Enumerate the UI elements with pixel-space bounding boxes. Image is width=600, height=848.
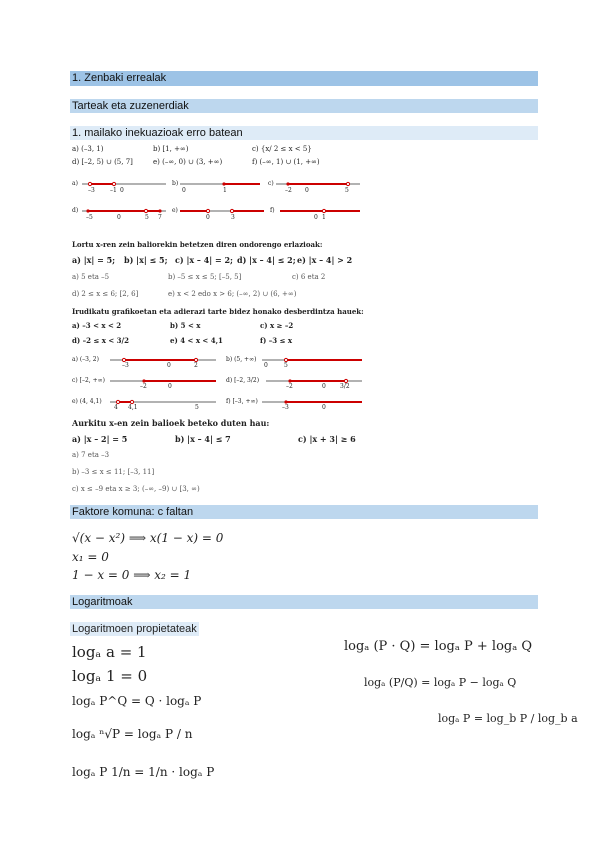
log-rule-5: logₐ P 1/n = 1/n · logₐ P	[72, 765, 215, 779]
ex3-answer-c: c) [–2, +∞)	[72, 377, 105, 384]
ex2-answer-a: a) 5 eta –5	[72, 273, 110, 281]
ex3-item-e: e) 4 < x < 4,1	[170, 336, 223, 345]
ex1-line-label-c: c)	[268, 180, 274, 187]
ex4-title: Aurkitu x-en zein balioek beteko duten hau:	[72, 418, 270, 428]
ex3-numberline-f	[262, 397, 362, 413]
heading-logaritmoen-propietateak: Logaritmoen propietateak	[72, 623, 197, 635]
log-rule-product: logₐ (P · Q) = logₐ P + logₐ Q	[344, 639, 533, 654]
ex1-item-f: f) (–∞, 1) ∪ (1, +∞)	[252, 158, 320, 166]
heading-tarteak: Tarteak eta zuzenerdiak	[70, 99, 538, 113]
ex3-b-tick-1: 0	[264, 362, 268, 369]
log-rule-3: logₐ P^Q = Q · logₐ P	[72, 694, 202, 708]
ex3-answer-f: f) [–3, +∞)	[226, 398, 258, 405]
ex3-answer-a: a) (–3, 2)	[72, 356, 99, 363]
ex1-e-tick-2: 3	[231, 214, 235, 221]
heading-zenbaki-errealak: 1. Zenbaki errealak	[70, 71, 538, 86]
ex3-numberline-c	[110, 376, 216, 392]
ex3-d-tick-1: –2	[286, 383, 293, 390]
heading-faktore-komuna: Faktore komuna: c faltan	[70, 505, 538, 519]
ex1-numberline-e	[180, 205, 264, 223]
ex1-line-label-b: b)	[172, 180, 179, 187]
ex2-title: Lortu x-ren zein baliorekin betetzen diren ondorengo erlazioak:	[72, 240, 323, 249]
log-rule-4: logₐ ⁿ√P = logₐ P / n	[72, 727, 193, 741]
ex1-numberline-b	[180, 178, 260, 196]
ex3-item-a: a) –3 < x < 2	[72, 321, 122, 330]
ex1-line-label-d: d)	[72, 207, 79, 214]
ex3-item-d: d) –2 ≤ x < 3/2	[72, 336, 129, 345]
ex4-item-c: c) |x + 3| ≥ 6	[298, 434, 356, 444]
ex2-item-d: d) |x – 4| ≤ 2;	[237, 255, 296, 265]
ex3-f-tick-1: –3	[282, 404, 289, 411]
ex2-item-a: a) |x| = 5;	[72, 255, 116, 265]
ex1-a-tick-3: 0	[120, 187, 124, 194]
ex3-item-c: c) x ≥ –2	[260, 321, 294, 330]
ex1-item-d: d) [–2, 5) ∪ (5, 7]	[72, 158, 133, 166]
ex3-e-tick-1: 4	[114, 404, 118, 411]
log-rule-1: logₐ a = 1	[72, 643, 147, 661]
ex1-d-tick-2: 0	[117, 214, 121, 221]
ex2-item-b: b) |x| ≤ 5;	[124, 255, 168, 265]
ex1-line-label-e: e)	[172, 207, 178, 214]
ex1-item-c: c) {x/ 2 ≤ x < 5}	[252, 145, 312, 153]
ex1-c-tick-1: –2	[285, 187, 292, 194]
ex4-answer-a: a) 7 eta –3	[72, 451, 110, 459]
log-rule-2: logₐ 1 = 0	[72, 667, 148, 685]
ex2-item-e: e) |x – 4| > 2	[297, 255, 353, 265]
faktore-line-3: 1 − x = 0 ⟹ x₂ = 1	[72, 568, 192, 582]
ex1-f-tick-2: 1	[322, 214, 326, 221]
ex3-f-tick-2: 0	[322, 404, 326, 411]
ex1-b-tick-2: 1	[223, 187, 227, 194]
ex3-a-tick-3: 2	[194, 362, 198, 369]
ex1-b-tick-1: 0	[182, 187, 186, 194]
heading-mailako-inekuazioak: 1. mailako inekuazioak erro batean	[70, 126, 538, 140]
ex1-item-e: e) (–∞, 0) ∪ (3, +∞)	[153, 158, 223, 166]
ex3-answer-d: d) [–2, 3/2)	[226, 377, 260, 384]
ex3-item-f: f) –3 ≤ x	[260, 336, 293, 345]
ex1-line-label-f: f)	[270, 207, 275, 214]
ex2-answer-c: c) 6 eta 2	[292, 273, 326, 281]
ex1-item-b: b) [1, +∞)	[153, 145, 189, 153]
ex3-a-tick-2: 0	[167, 362, 171, 369]
faktore-line-1: √(x − x²) ⟹ x(1 − x) = 0	[72, 531, 224, 545]
ex1-a-tick-1: –3	[88, 187, 95, 194]
ex1-a-tick-2: –1	[110, 187, 117, 194]
ex4-answer-b: b) –3 ≤ x ≤ 11; [–3, 11]	[72, 468, 155, 476]
ex3-answer-e: e) (4, 4,1)	[72, 398, 102, 405]
ex1-f-tick-1: 0	[314, 214, 318, 221]
ex2-answer-e: e) x < 2 edo x > 6; (–∞, 2) ∪ (6, +∞)	[168, 290, 297, 298]
ex1-c-tick-3: 5	[345, 187, 349, 194]
ex4-item-a: a) |x – 2| = 5	[72, 434, 128, 444]
ex1-line-label-a: a)	[72, 180, 78, 187]
ex4-answer-c: c) x ≤ –9 eta x ≥ 3; (–∞, –9) ∪ [3, ∞)	[72, 485, 200, 493]
ex1-numberline-f	[280, 205, 360, 223]
ex3-b-tick-2: 5	[284, 362, 288, 369]
log-rule-change-base: logₐ P = log_b P / log_b a	[438, 712, 578, 725]
ex3-c-tick-2: 0	[168, 383, 172, 390]
log-rule-quotient: logₐ (P/Q) = logₐ P − logₐ Q	[364, 676, 517, 689]
ex3-d-tick-3: 3/2	[340, 383, 350, 390]
ex2-item-c: c) |x – 4| = 2;	[175, 255, 233, 265]
ex3-e-tick-3: 5	[195, 404, 199, 411]
ex3-title: Irudikatu grafikoetan eta adierazi tarte bidez honako desberdintza hauek:	[72, 307, 364, 316]
ex4-item-b: b) |x – 4| ≤ 7	[175, 434, 231, 444]
faktore-line-2: x₁ = 0	[72, 550, 109, 564]
ex3-e-tick-2: 4,1	[128, 404, 138, 411]
ex1-item-a: a) (–3, 1)	[72, 145, 104, 153]
ex1-d-tick-4: 7	[158, 214, 162, 221]
ex3-d-tick-2: 0	[322, 383, 326, 390]
ex2-answer-b: b) –5 ≤ x ≤ 5; [–5, 5]	[168, 273, 242, 281]
ex3-a-tick-1: –3	[122, 362, 129, 369]
ex1-d-tick-3: 5	[145, 214, 149, 221]
ex3-c-tick-1: –2	[140, 383, 147, 390]
heading-logaritmoak: Logaritmoak	[70, 595, 538, 609]
ex3-numberline-e	[110, 397, 216, 413]
ex3-answer-b: b) (5, +∞)	[226, 356, 257, 363]
ex2-answer-d: d) 2 ≤ x ≤ 6; [2, 6]	[72, 290, 139, 298]
ex3-numberline-b	[262, 355, 362, 371]
ex3-item-b: b) 5 < x	[170, 321, 201, 330]
ex1-e-tick-1: 0	[206, 214, 210, 221]
ex1-numberline-d	[82, 205, 166, 223]
ex1-d-tick-1: –5	[86, 214, 93, 221]
ex1-c-tick-2: 0	[305, 187, 309, 194]
